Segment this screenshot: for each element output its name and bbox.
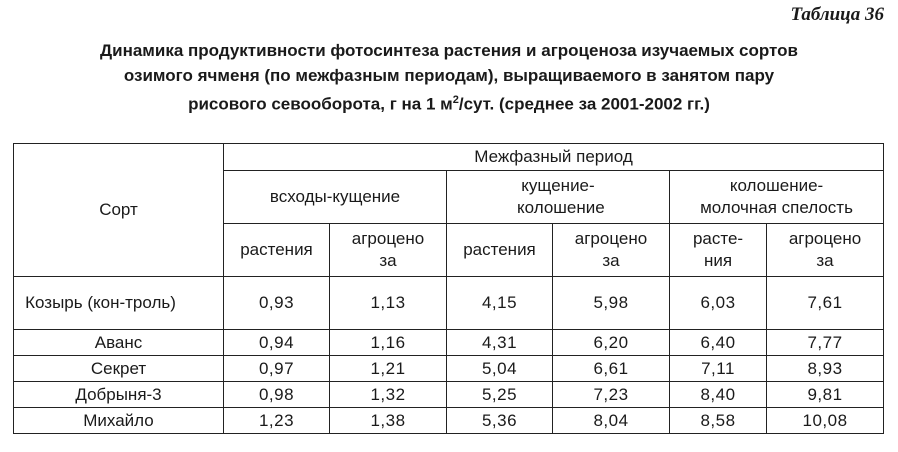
header-period-3: колошение-молочная спелость	[670, 171, 884, 224]
header-interphase-period: Межфазный период	[224, 144, 884, 171]
table-number: Таблица 36	[790, 4, 884, 25]
value-cell: 1,32	[330, 382, 447, 408]
header-variety: Сорт	[14, 144, 224, 277]
value-cell: 7,77	[767, 330, 884, 356]
table-row	[14, 330, 884, 356]
table-row	[14, 382, 884, 408]
caption-line-2: озимого ячменя (по межфазным периодам), выращиваемого в занятом пару	[123, 66, 775, 85]
value-cell: 1,23	[224, 408, 330, 434]
header-period-2: кущение-колошение	[447, 171, 670, 224]
value-cell: 6,03	[670, 277, 767, 330]
value-cell: 10,08	[767, 408, 884, 434]
header-period-1: всходы-кущение	[224, 171, 447, 224]
caption-line-3-text: рисового севооборота, г на 1 м	[188, 94, 453, 114]
value-cell: 0,93	[224, 277, 330, 330]
value-cell: 1,21	[330, 356, 447, 382]
header-agrocenosis-2: агроцено за	[553, 224, 670, 277]
value-cell: 5,25	[447, 382, 553, 408]
value-cell: 5,36	[447, 408, 553, 434]
value-cell: 0,98	[224, 382, 330, 408]
value-cell: 6,61	[553, 356, 670, 382]
caption-line-1: Динамика продуктивности фотосинтеза растения и агроценоза изучаемых сортов	[100, 41, 798, 60]
value-cell: 8,40	[670, 382, 767, 408]
value-cell: 9,81	[767, 382, 884, 408]
variety-name: Аванс	[14, 330, 224, 356]
value-cell: 5,04	[447, 356, 553, 382]
value-cell: 5,98	[553, 277, 670, 330]
table-row	[14, 277, 884, 330]
value-cell: 1,38	[330, 408, 447, 434]
value-cell: 0,97	[224, 356, 330, 382]
caption-line-3-unit: /сут. (среднее за 2001-2002 гг.)	[458, 94, 710, 114]
value-cell: 7,23	[553, 382, 670, 408]
value-cell: 6,20	[553, 330, 670, 356]
value-cell: 4,31	[447, 330, 553, 356]
variety-name: Козырь (кон-троль)	[14, 277, 224, 330]
variety-name: Михайло	[14, 408, 224, 434]
header-agrocenosis-3: агроцено за	[767, 224, 884, 277]
value-cell: 7,61	[767, 277, 884, 330]
table-row	[14, 408, 884, 434]
value-cell: 1,13	[330, 277, 447, 330]
header-plants-2: растения	[447, 224, 553, 277]
variety-name: Добрыня-3	[14, 382, 224, 408]
data-table	[13, 143, 884, 434]
caption-superscript: 2	[452, 94, 459, 106]
value-cell: 8,04	[553, 408, 670, 434]
value-cell: 8,58	[670, 408, 767, 434]
value-cell: 8,93	[767, 356, 884, 382]
header-agrocenosis-1: агроцено за	[330, 224, 447, 277]
header-plants-3: расте-ния	[670, 224, 767, 277]
value-cell: 4,15	[447, 277, 553, 330]
header-plants-1: растения	[224, 224, 330, 277]
value-cell: 7,11	[670, 356, 767, 382]
table-caption	[0, 38, 898, 117]
value-cell: 0,94	[224, 330, 330, 356]
table-row	[14, 356, 884, 382]
variety-name: Секрет	[14, 356, 224, 382]
caption-line-3	[0, 88, 898, 117]
value-cell: 6,40	[670, 330, 767, 356]
value-cell: 1,16	[330, 330, 447, 356]
